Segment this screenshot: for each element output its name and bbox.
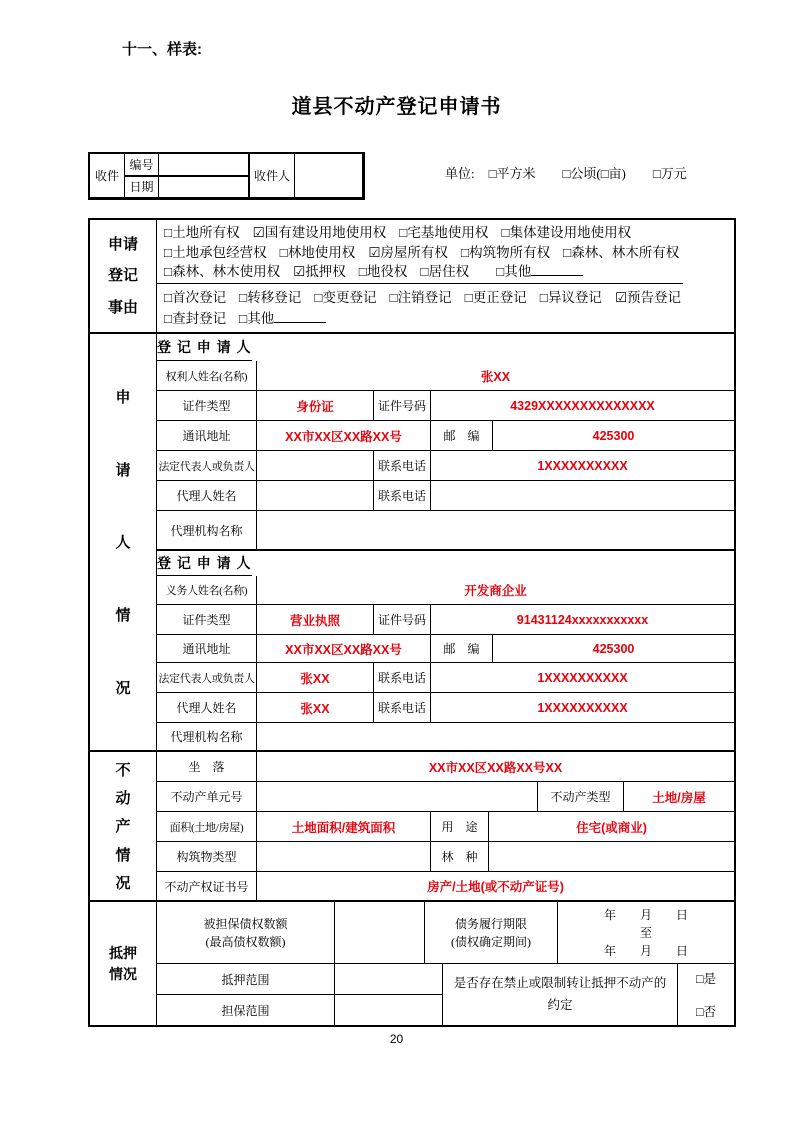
field-label: 抵押范围 (157, 964, 335, 995)
field-value (257, 511, 734, 549)
field-value: 房产/土地(或不动产证号) (427, 880, 564, 894)
section-label-char: 动 (115, 790, 131, 808)
form-row (157, 964, 734, 1025)
restriction-question-label: 是否存在禁止或限制转让抵押不动产的约定 (443, 964, 678, 1025)
section-label-char: 情 (115, 846, 131, 864)
checkbox-icon: □ (539, 289, 548, 305)
form-row (157, 334, 734, 361)
receipt-no-row (125, 154, 249, 177)
form-row (157, 752, 734, 782)
section-label-property (90, 752, 157, 900)
checkbox-label: 土地承包经营权 (172, 244, 267, 260)
field-value: 营业执照 (257, 605, 374, 635)
rights-checkbox-cell (157, 220, 683, 284)
checkbox-icon: □ (501, 225, 510, 240)
field-label: 用 途 (431, 812, 489, 842)
checkbox-label: 抵押权 (305, 264, 346, 280)
checkbox-option (489, 166, 536, 181)
checkbox-option (420, 264, 469, 279)
checkbox-icon: □ (420, 264, 429, 280)
form-title: 道县不动产登记申请书 (291, 96, 502, 118)
receipt-no-label: 编号 (125, 154, 159, 176)
checkbox-icon: □ (562, 166, 571, 181)
field-label-line: 债务履行期限 (454, 916, 527, 931)
field-label: 不动产单元号 (157, 782, 257, 812)
field-label: 联系电话 (374, 663, 431, 693)
section-label-char: 不 (115, 761, 131, 779)
field-value: 91431124xxxxxxxxxxx (431, 605, 734, 635)
checkbox-option (164, 264, 280, 279)
checkbox-option (615, 290, 681, 305)
checkbox-icon: □ (239, 289, 248, 305)
date-separator: 至 (639, 925, 652, 940)
checkbox-icon: □ (695, 1005, 704, 1019)
checkbox-label: 查封登记 (172, 310, 227, 326)
section-label-line: 情况 (109, 965, 137, 982)
field-value: 4329XXXXXXXXXXXXXX (431, 391, 734, 421)
property-content (157, 752, 734, 900)
field-value (257, 782, 538, 812)
page-number: 20 (389, 1032, 404, 1046)
checkbox-icon: □ (314, 289, 323, 305)
form-row (157, 635, 734, 663)
field-label: 代理机构名称 (157, 511, 257, 549)
checkbox-icon: □ (358, 264, 367, 280)
field-value: 土地面积/建筑面积 (257, 812, 431, 842)
section-label-char: 请 (115, 461, 131, 479)
field-label: 义务人姓名(名称) (157, 576, 257, 605)
checkbox-line (164, 223, 631, 243)
field-label: 林 种 (431, 842, 489, 872)
checkbox-icon: □ (164, 244, 173, 260)
checkbox-option (164, 225, 240, 240)
checkbox-icon: □ (488, 166, 497, 181)
checkbox-label: 平方米 (496, 166, 536, 181)
section-applicants (90, 332, 734, 750)
form-row (157, 391, 734, 421)
field-label: 联系电话 (374, 481, 431, 511)
checkbox-label: 土地所有权 (172, 225, 240, 240)
field-value: 住宅(或商业) (489, 812, 734, 842)
section-reasons (90, 220, 734, 332)
checkbox-icon: □ (164, 225, 173, 240)
checkbox-icon: □ (164, 310, 173, 326)
form-row (157, 782, 734, 812)
checkbox-icon: □ (496, 264, 505, 280)
checkbox-option (164, 290, 226, 305)
field-label: 坐 落 (157, 752, 257, 782)
checkbox-icon: □ (460, 244, 470, 260)
field-label: 代理机构名称 (157, 723, 257, 750)
field-value: 身份证 (257, 391, 374, 421)
form-row (157, 361, 734, 391)
checkbox-icon: □ (464, 289, 473, 305)
field-label: 邮 编 (431, 421, 493, 451)
checkbox-line (164, 262, 583, 282)
field-value (257, 451, 374, 481)
mortgage-content (157, 902, 734, 1025)
blank-underline (274, 309, 326, 323)
field-value: XX市XX区XX路XX号 (257, 421, 431, 451)
field-label (157, 902, 335, 964)
checkbox-label: 万元 (660, 166, 687, 181)
receipt-date-label: 日期 (125, 177, 159, 199)
field-label: 代理人姓名 (157, 693, 257, 723)
form-row (157, 511, 734, 549)
checkbox-label: 林地使用权 (287, 244, 356, 260)
field-value: XX市XX区XX路XX号XX (257, 752, 734, 782)
form-row (157, 902, 734, 964)
section-label-char: 申 (115, 388, 131, 406)
checkbox-label: 更正登记 (472, 289, 527, 305)
form-row (157, 549, 734, 576)
scope-rows (157, 964, 443, 1025)
checkbox-option (280, 245, 356, 260)
section-label-char: 况 (115, 875, 131, 893)
checkbox-icon: □ (164, 289, 173, 305)
field-label: 通讯地址 (157, 635, 257, 663)
field-label: 不动产权证书号 (157, 872, 257, 900)
receipt-date-row (125, 177, 249, 199)
field-label: 面积(土地/房屋) (157, 812, 257, 842)
checkbox-label: 其他 (247, 310, 275, 326)
field-label: 证件类型 (157, 391, 257, 421)
checkbox-option (359, 264, 408, 279)
checkbox-label: 否 (703, 1005, 717, 1019)
field-value: 土地/房屋 (624, 782, 734, 812)
checkbox-line (164, 243, 679, 263)
reasons-content (157, 220, 734, 332)
applicant-block-header: 登 记 申 请 人 (157, 551, 252, 576)
checkbox-option (465, 290, 527, 305)
form-row (157, 872, 734, 900)
checkbox-label: 转移登记 (247, 289, 302, 305)
checkbox-option (314, 290, 376, 305)
checkbox-line (164, 309, 326, 329)
checkbox-option (239, 311, 326, 326)
checkbox-option (389, 290, 451, 305)
unit-options-line (445, 163, 687, 182)
checkbox-icon: □ (563, 244, 572, 260)
checkbox-label: 宅基地使用权 (407, 225, 489, 240)
checkbox-option (399, 225, 488, 240)
checkbox-icon: □ (695, 972, 704, 986)
checkbox-label: 地役权 (366, 264, 408, 280)
field-label: 法定代表人或负责人 (157, 663, 257, 693)
field-label: 法定代表人或负责人 (157, 451, 257, 481)
checkbox-option (164, 311, 226, 326)
checkbox-option (368, 245, 448, 260)
checkbox-icon: □ (389, 289, 398, 305)
applicant-block-header: 登 记 申 请 人 (157, 334, 252, 361)
field-label-line: (债权确定期间) (451, 934, 531, 949)
form-row (157, 663, 734, 693)
section-mortgage (90, 900, 734, 1025)
checkbox-icon: □ (164, 264, 173, 280)
checkbox-option (540, 290, 602, 305)
form-row (157, 576, 734, 605)
section-label-line: 事由 (107, 298, 138, 316)
field-label: 联系电话 (374, 451, 431, 481)
field-label-line: 被担保债权数额 (203, 916, 288, 931)
checkbox-label: 是 (703, 972, 717, 986)
form-row (157, 605, 734, 635)
checkbox-label: 其他 (504, 264, 532, 280)
field-value (335, 902, 425, 964)
checkbox-label: 变更登记 (322, 289, 377, 305)
field-label: 担保范围 (157, 995, 335, 1025)
form-row (157, 812, 734, 842)
applicants-content (157, 334, 734, 750)
checkbox-option (164, 245, 267, 260)
checkbox-option (696, 1002, 716, 1020)
checkbox-option (563, 166, 626, 181)
field-value (431, 481, 734, 511)
receipt-no-value (159, 154, 249, 176)
checkbox-checked-icon: ☑ (368, 244, 381, 260)
checkbox-option (239, 290, 301, 305)
section-label-mortgage (90, 902, 157, 1025)
section-label-reasons (90, 220, 157, 332)
date-line: 年 月 日 (603, 907, 688, 922)
checkbox-icon: □ (399, 225, 408, 240)
receipt-title-cell: 收件 (90, 154, 125, 198)
checkbox-checked-icon: ☑ (252, 225, 265, 240)
field-value: XX市XX区XX路XX号 (257, 635, 431, 663)
form-row (157, 842, 734, 872)
receipt-date-value (159, 177, 249, 199)
field-value: 425300 (493, 421, 734, 451)
form-row (157, 284, 734, 332)
field-label: 邮 编 (431, 635, 493, 663)
receipt-no-date-column (125, 154, 250, 198)
field-value: 1XXXXXXXXXX (431, 451, 734, 481)
checkbox-option (461, 245, 550, 260)
section-heading: 十一、样表: (122, 41, 202, 58)
field-label: 权利人姓名(名称) (157, 361, 257, 391)
field-value: 张XX (257, 663, 374, 693)
receipt-table (88, 152, 365, 200)
date-range-cell (558, 902, 734, 964)
checkbox-icon: □ (652, 166, 661, 181)
types-checkbox-cell (157, 284, 685, 332)
field-label-line: (最高债权数额) (205, 934, 286, 949)
field-value: 张XX (257, 693, 374, 723)
checkbox-icon: □ (279, 244, 288, 260)
receipt-receiver-label: 收件人 (250, 154, 295, 198)
checkbox-icon: □ (239, 310, 248, 326)
field-value (489, 842, 734, 872)
field-value (335, 964, 443, 995)
field-label: 代理人姓名 (157, 481, 257, 511)
checkbox-label: 注销登记 (397, 289, 452, 305)
form-row (157, 481, 734, 511)
checkbox-checked-icon: ☑ (293, 264, 306, 280)
main-form-table (88, 218, 736, 1027)
field-value: 1XXXXXXXXXX (431, 663, 734, 693)
checkbox-label: 房屋所有权 (380, 244, 448, 260)
checkbox-label: 森林、林木使用权 (172, 264, 281, 280)
checkbox-label: 构筑物所有权 (469, 244, 551, 260)
unit-prefix: 单位: (445, 166, 475, 181)
field-value (257, 842, 431, 872)
field-value (257, 723, 734, 750)
blank-underline (531, 262, 583, 276)
date-line: 年 月 日 (603, 943, 688, 958)
section-label-line: 登记 (107, 267, 138, 285)
field-value (257, 481, 374, 511)
section-label-char: 人 (115, 534, 131, 552)
field-label: 联系电话 (374, 693, 431, 723)
field-label: 证件号码 (374, 605, 431, 635)
section-label-line: 申请 (107, 235, 138, 253)
form-row (157, 421, 734, 451)
checkbox-label: 居住权 (428, 264, 470, 280)
checkbox-label: 森林、林木所有权 (571, 244, 680, 260)
field-label: 证件类型 (157, 605, 257, 635)
receipt-receiver-value (295, 154, 363, 198)
checkbox-option (496, 264, 583, 279)
form-row (157, 723, 734, 750)
checkbox-label: 首次登记 (172, 289, 227, 305)
checkbox-label: 预告登记 (627, 289, 682, 305)
form-row (157, 964, 443, 995)
checkbox-option (253, 225, 387, 240)
checkbox-label: 集体建设用地使用权 (509, 225, 632, 240)
field-value: 张XX (257, 361, 734, 391)
checkbox-option (501, 225, 631, 240)
checkbox-label: 国有建设用地使用权 (264, 225, 387, 240)
field-label (425, 902, 558, 964)
section-label-applicants (90, 334, 157, 750)
field-label: 不动产类型 (538, 782, 624, 812)
checkbox-checked-icon: ☑ (614, 289, 628, 305)
section-label-char: 产 (115, 818, 131, 836)
section-property (90, 750, 734, 900)
field-label: 通讯地址 (157, 421, 257, 451)
section-label-char: 况 (115, 680, 131, 698)
field-label: 构筑物类型 (157, 842, 257, 872)
form-row (157, 995, 443, 1025)
field-value (335, 995, 443, 1025)
checkbox-line (164, 288, 681, 308)
field-value: 开发商企业 (257, 576, 734, 605)
checkbox-option (563, 245, 679, 260)
form-row (157, 693, 734, 723)
checkbox-label: 异议登记 (547, 289, 602, 305)
field-label: 证件号码 (374, 391, 431, 421)
checkbox-option (653, 166, 687, 181)
form-row (157, 220, 734, 284)
form-row (157, 451, 734, 481)
field-value: 1XXXXXXXXXX (431, 693, 734, 723)
yes-no-cell (678, 964, 734, 1025)
field-value: 425300 (493, 635, 734, 663)
section-label-line: 抵押 (109, 944, 137, 961)
checkbox-label: 公顷(□亩) (570, 166, 626, 181)
section-label-char: 情 (115, 607, 131, 625)
checkbox-option (293, 264, 346, 279)
checkbox-option (696, 969, 716, 987)
